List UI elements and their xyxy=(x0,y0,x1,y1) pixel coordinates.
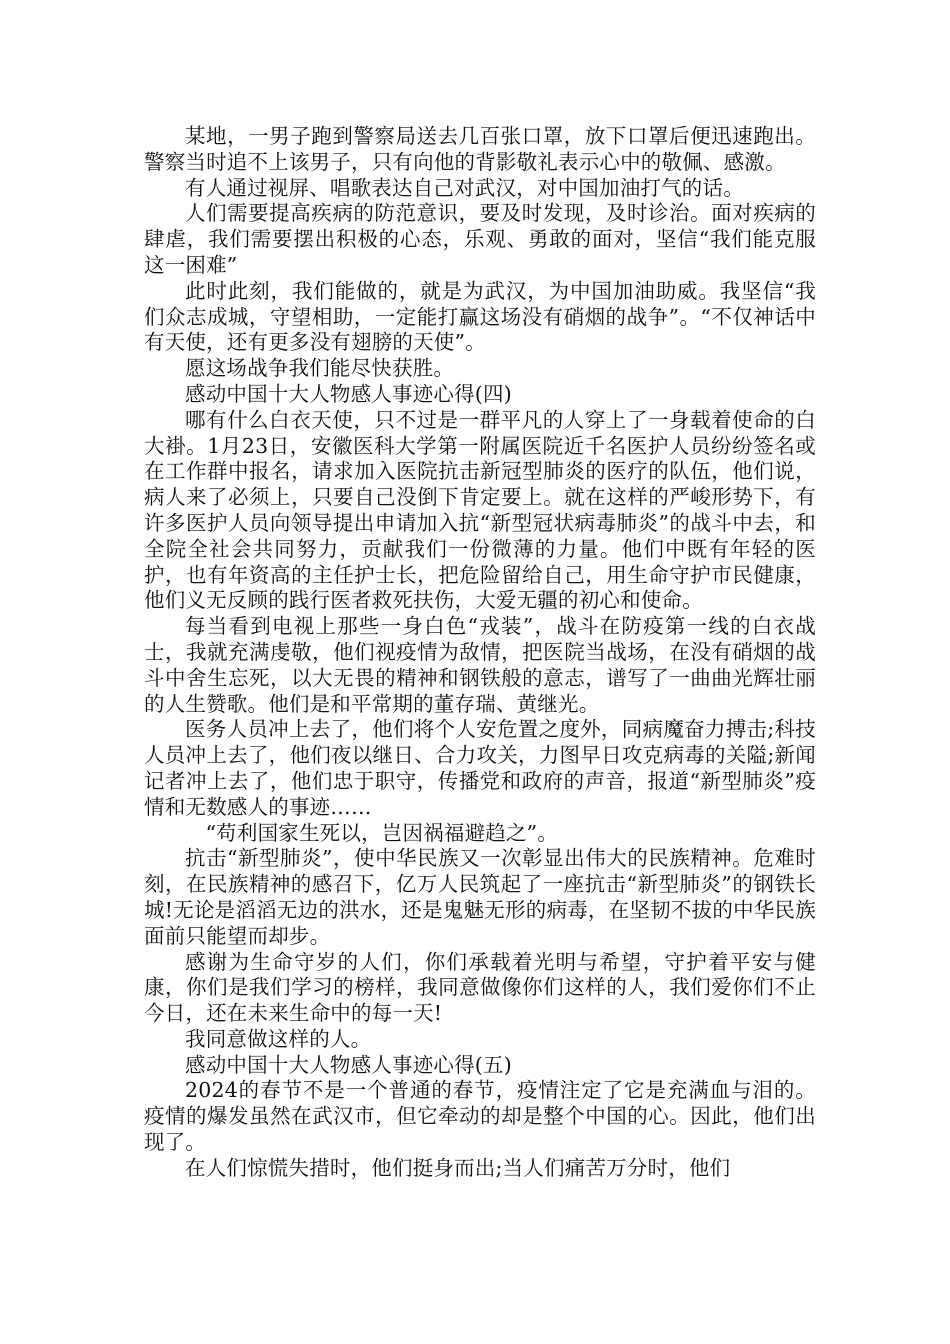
paragraph-white-coat: 哪有什么白衣天使，只不过是一群平凡的人穿上了一身载着使命的白大褂。1月23日，安徽医科大学第一附属医院近千名医护人员纷纷签名或在工作群中报名，请求加入医院抗击新冠型肺炎的医疗的队伍，他们说，病人来了必须上，只要自己没倒下肯定要上。就在这样的严峻形势下，有许多医护人员向领导提出申请加入抗“新型冠状病毒肺炎”的战斗中去，和全院全社会共同努力，贡献我们一份微薄的力量。他们中既有年轻的医护，也有年资高的主任护士长，把危险留给自己，用生命守护市民健康，他们义无反顾的践行医者救死扶伤，大爱无疆的初心和使命。 xyxy=(144,407,816,613)
quote-line: “苟利国家生死以，岂因祸福避趋之”。 xyxy=(205,820,559,845)
paragraph-spring-festival: 2024的春节不是一个普通的春节，疫情注定了它是充满血与泪的。疫情的爆发虽然在武汉市，但它牵动的却是整个中国的心。因此，他们出现了。 xyxy=(144,1078,816,1155)
paragraph-stepping-up: 在人们惊慌失措时，他们挺身而出;当人们痛苦万分时，他们 xyxy=(185,1155,731,1180)
paragraph-cheer-wuhan: 此时此刻，我们能做的，就是为武汉，为中国加油助威。我坚信“我们众志成城，守望相助，一定能打赢这场没有硝烟的战争”。“不仅神话中有天使，还有更多没有翅膀的天使”。 xyxy=(144,278,816,355)
paragraph-white-warriors: 每当看到电视上那些一身白色“戎装”，战斗在防疫第一线的白衣战士，我就充满虔敬，他们视疫情为敌情，把医院当战场，在没有硝烟的战斗中舍生忘死，以大无畏的精神和钢铁般的意志，谱写了一曲曲光辉壮丽的人生赞歌。他们是和平常期的董存瑞、黄继光。 xyxy=(144,614,816,716)
paragraph-national-spirit: 抗击“新型肺炎”，使中华民族又一次彰显出伟大的民族精神。危难时刻，在民族精神的感召下，亿万人民筑起了一座抗击“新型肺炎”的钢铁长城!无论是滔滔无边的洪水，还是鬼魅无形的病毒，在坚韧不拔的中华民族面前只能望而却步。 xyxy=(144,846,816,948)
section-heading-four: 感动中国十大人物感人事迹心得(四) xyxy=(185,381,512,406)
paragraph-singing-support: 有人通过视屏、唱歌表达自己对武汉，对中国加油打气的话。 xyxy=(185,175,744,200)
paragraph-police-masks: 某地，一男子跑到警察局送去几百张口罩，放下口罩后便迅速跑出。警察当时追不上该男子，只有向他的背影敬礼表示心中的敬佩、感激。 xyxy=(144,124,816,174)
section-heading-five: 感动中国十大人物感人事迹心得(五) xyxy=(185,1052,512,1077)
paragraph-wish-victory: 愿这场战争我们能尽快获胜。 xyxy=(185,356,455,381)
paragraph-disease-awareness: 人们需要提高疾病的防范意识，要及时发现，及时诊治。面对疾病的肆虐，我们需要摆出积极的心态，乐观、勇敢的面对，坚信“我们能克服这一困难” xyxy=(144,201,816,277)
document-page xyxy=(144,124,816,1182)
paragraph-gratitude: 感谢为生命守岁的人们，你们承载着光明与希望，守护着平安与健康，你们是我们学习的榜样，我同意做像你们这样的人，我们爱你们不止今日，还在未来生命中的每一天! xyxy=(144,949,816,1026)
paragraph-willing: 我同意做这样的人。 xyxy=(185,1026,372,1051)
paragraph-charging-forward: 医务人员冲上去了，他们将个人安危置之度外，同病魔奋力搏击;科技人员冲上去了，他们夜以继日、合力攻关，力图早日攻克病毒的关隘;新闻记者冲上去了，他们忠于职守，传播党和政府的声音，报道“新型肺炎”疫情和无数感人的事迹…… xyxy=(144,717,816,819)
